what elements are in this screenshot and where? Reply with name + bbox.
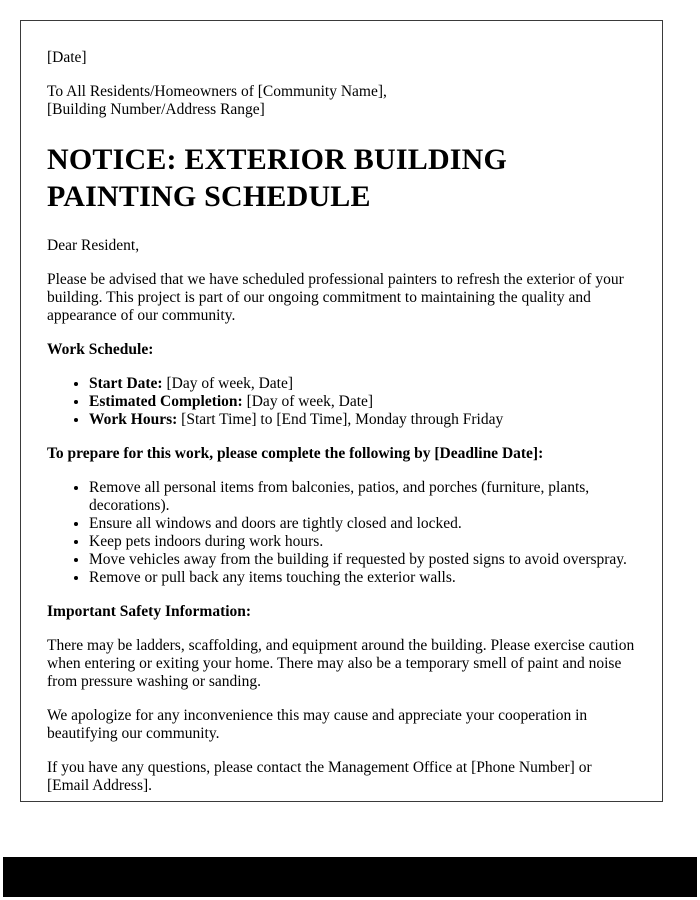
- list-item: • Keep pets indoors during work hours.: [89, 533, 636, 551]
- notice-title: NOTICE: EXTERIOR BUILDING PAINTING SCHEDULE: [47, 143, 508, 213]
- intro-paragraph: Please be advised that we have scheduled professional painters to refresh the exterior of your building. This project is part of our ongoing commitment to maintaining the quality and appearance of our community.: [47, 271, 624, 324]
- item-label: Work Hours:: [89, 411, 178, 428]
- safety-heading: Important Safety Information:: [47, 603, 252, 620]
- item-text: [Start Time] to [End Time], Monday through Friday: [177, 411, 504, 428]
- recipient-line-2: [Building Number/Address Range]: [47, 101, 265, 118]
- item-text: [Day of week, Date]: [242, 393, 374, 410]
- prepare-list: [47, 479, 636, 587]
- list-item: • Move vehicles away from the building if requested by posted signs to avoid overspray.: [89, 551, 636, 569]
- list-item: • Remove all personal items from balconies, patios, and porches (furniture, plants, decorations).: [89, 479, 636, 515]
- work-schedule-heading: Work Schedule:: [47, 341, 154, 358]
- item-text: [Day of week, Date]: [162, 375, 294, 392]
- list-item: • Ensure all windows and doors are tightly closed and locked.: [89, 515, 636, 533]
- apology-paragraph: We apologize for any inconvenience this may cause and appreciate your cooperation in beautifying our community.: [47, 707, 588, 742]
- safety-paragraph: There may be ladders, scaffolding, and equipment around the building. Please exercise caution when entering or exiting your home. There may also be a temporary smell of paint and noise from pressure washing or sanding.: [47, 637, 635, 690]
- prepare-heading: To prepare for this work, please complete the following by [Deadline Date]:: [47, 445, 544, 462]
- item-label: Estimated Completion:: [89, 393, 243, 410]
- list-item: [89, 375, 636, 393]
- work-schedule-list: [47, 375, 636, 429]
- recipient-block: [47, 83, 636, 119]
- salutation: Dear Resident,: [47, 237, 140, 254]
- list-item: • Remove or pull back any items touching the exterior walls.: [89, 569, 636, 587]
- date-line: [Date]: [47, 49, 87, 66]
- bottom-black-bar: [3, 857, 697, 897]
- item-label: Start Date:: [89, 375, 163, 392]
- letter-document: [20, 20, 663, 802]
- list-item: [89, 393, 636, 411]
- recipient-line-1: To All Residents/Homeowners of [Community Name],: [47, 83, 387, 100]
- contact-paragraph: If you have any questions, please contact the Management Office at [Phone Number] or [Email Address].: [47, 759, 592, 794]
- list-item: [89, 411, 636, 429]
